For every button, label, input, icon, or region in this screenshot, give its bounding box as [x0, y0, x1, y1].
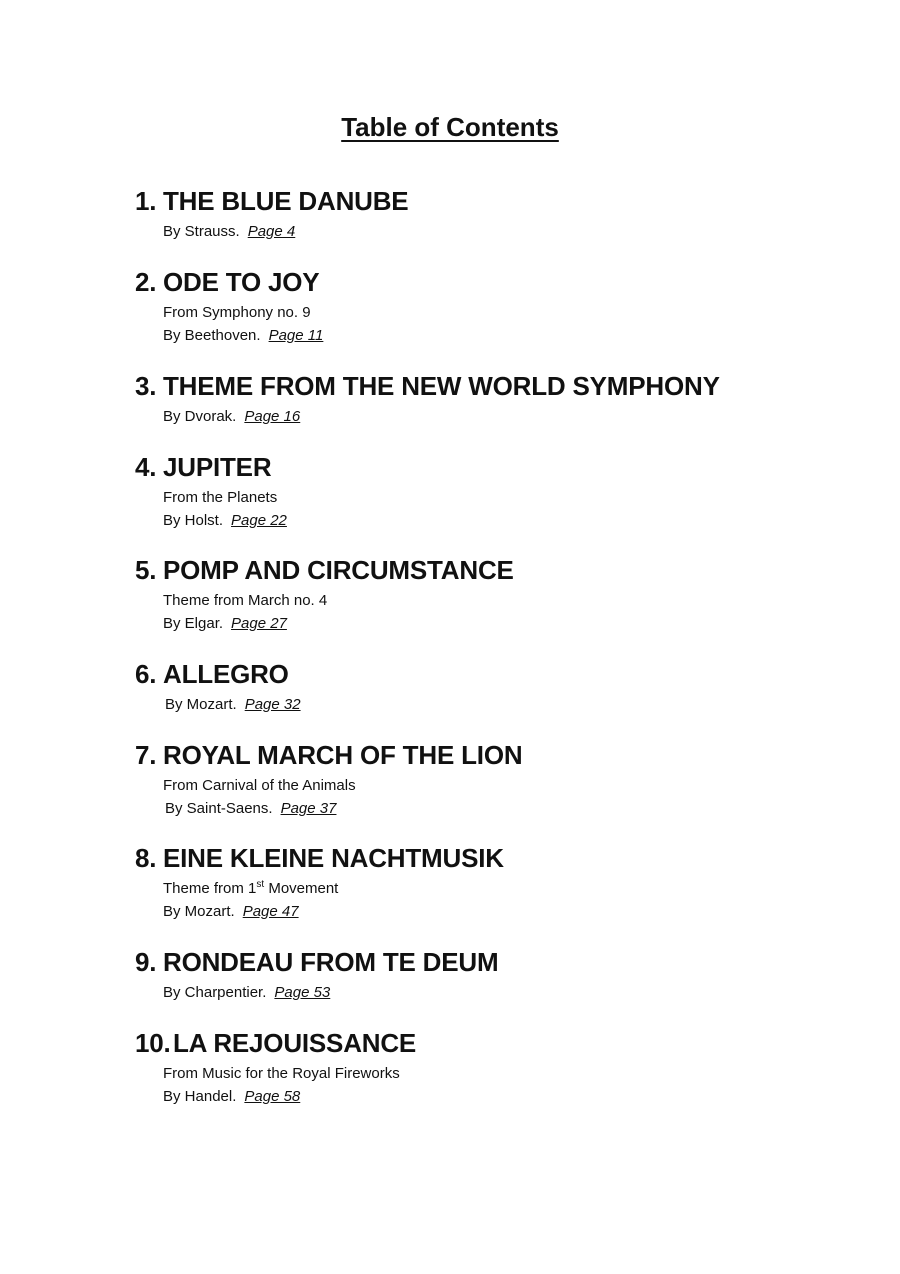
entry-title: THEME FROM THE NEW WORLD SYMPHONY: [163, 371, 720, 401]
entry-number: 10.: [135, 1028, 171, 1058]
page-link[interactable]: Page 16: [244, 408, 301, 425]
page-link[interactable]: Page 22: [231, 512, 287, 529]
entry-title: LA REJOUISSANCE: [173, 1028, 417, 1058]
entry-credit: By Holst.: [163, 512, 224, 529]
entry-credit: By Mozart.: [165, 696, 237, 713]
entry-number: 9.: [135, 947, 157, 977]
page-link[interactable]: Page 53: [274, 984, 331, 1001]
toc-entry: [135, 947, 835, 1004]
entry-number: 2.: [135, 267, 157, 297]
entry-detail: From Symphony no. 9: [163, 304, 311, 321]
toc-entry: [135, 452, 835, 532]
entry-credit: By Beethoven.: [163, 327, 261, 344]
entry-credit: By Strauss.: [163, 223, 240, 240]
entry-detail: From Music for the Royal Fireworks: [163, 1065, 400, 1082]
entry-credit: By Elgar.: [163, 615, 224, 632]
toc-entry: [135, 371, 835, 428]
page-link[interactable]: Page 58: [244, 1088, 301, 1105]
entry-credit: By Dvorak.: [163, 408, 237, 425]
entry-credit: By Charpentier.: [163, 984, 267, 1001]
page-link[interactable]: Page 32: [244, 696, 301, 713]
entry-title: JUPITER: [163, 452, 272, 482]
entry-credit: By Saint-Saens.: [165, 800, 273, 817]
entry-number: 7.: [135, 740, 157, 770]
toc-entry: [135, 659, 835, 716]
entry-detail: Theme from March no. 4: [163, 592, 328, 609]
entry-number: 3.: [135, 371, 157, 401]
entry-title: THE BLUE DANUBE: [163, 186, 409, 216]
entry-title: ALLEGRO: [163, 659, 289, 689]
entry-title: POMP AND CIRCUMSTANCE: [163, 555, 514, 585]
entry-number: 5.: [135, 555, 157, 585]
entry-credit: By Handel.: [163, 1088, 237, 1105]
entry-title: ROYAL MARCH OF THE LION: [163, 740, 523, 770]
toc-entry: [135, 267, 835, 347]
page-title: Table of Contents: [341, 112, 559, 142]
toc-entry: [135, 843, 835, 923]
page-link[interactable]: Page 11: [268, 327, 324, 344]
toc-entry: [135, 740, 835, 820]
entry-title: EINE KLEINE NACHTMUSIK: [163, 843, 504, 873]
page-link[interactable]: Page 4: [247, 223, 296, 240]
entry-title: ODE TO JOY: [163, 267, 320, 297]
entry-detail: From the Planets: [163, 489, 278, 506]
page-link[interactable]: Page 47: [242, 903, 299, 920]
entry-detail: Theme from 1st Movement: [163, 879, 339, 897]
page-link[interactable]: Page 37: [280, 800, 337, 817]
page-link[interactable]: Page 27: [231, 615, 287, 632]
entry-title: RONDEAU FROM TE DEUM: [163, 947, 499, 977]
toc-entry: [135, 186, 835, 243]
entry-number: 6.: [135, 659, 157, 689]
entry-number: 1.: [135, 186, 157, 216]
entry-number: 4.: [135, 452, 157, 482]
toc-entry: [135, 1028, 835, 1108]
entry-number: 8.: [135, 843, 157, 873]
entry-credit: By Mozart.: [163, 903, 235, 920]
ordinal-superscript: st: [256, 879, 265, 890]
entry-detail: From Carnival of the Animals: [163, 777, 356, 794]
toc-entry: [135, 555, 835, 635]
